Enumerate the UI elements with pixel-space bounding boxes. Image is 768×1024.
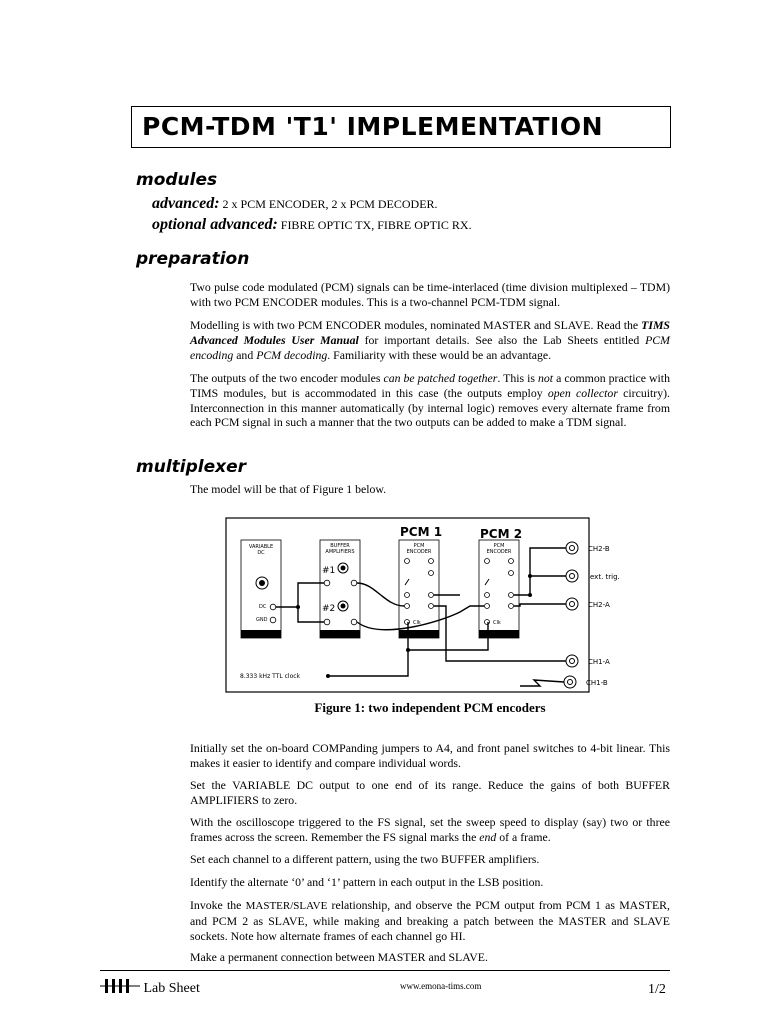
step-7: Make a permanent connection between MASTER and SLAVE. — [190, 950, 488, 964]
ch1b-label: CH1-B — [586, 679, 608, 687]
svg-text:GND: GND — [256, 617, 268, 623]
svg-text:AMPLIFIERS: AMPLIFIERS — [325, 549, 355, 555]
heading-multiplexer: multiplexer — [136, 457, 247, 477]
step-1: Initially set the on-board COMPanding jumpers to A4, and front panel switches to 4-bit linear. This makes it easier to identify and compare individual words. — [190, 741, 670, 770]
figure-caption: Figure 1: two independent PCM encoders — [314, 700, 546, 715]
patch-wires — [276, 548, 566, 686]
clock-label: 8.333 kHz TTL clock — [240, 673, 301, 680]
footer-left-text: Lab Sheet — [143, 981, 200, 996]
scope-sockets — [564, 542, 578, 688]
prep-paragraph-3: The outputs of the two encoder modules can be patched together. This is not a common practice with TIMS modules, but is accommodated in this case (the outputs employ open collector circuitry). Interconnection in this manner automatically (by internal logic) removes every alternate frame from each PCM signal in such a manner that the two outputs can be added to make a TDM signal. — [190, 371, 670, 430]
step-6: Invoke the MASTER/SLAVE relationship, and observe the PCM output from PCM 1 as MASTER, and PCM 2 as SLAVE, while making and breaking a patch between the MASTER and SLAVE sockets. Note how alternate frames of each channel go HI. — [190, 898, 670, 943]
svg-text:DC: DC — [259, 604, 267, 610]
optional-text: FIBRE OPTIC TX, FIBRE OPTIC RX. — [280, 218, 472, 232]
footer-rule — [100, 970, 670, 971]
ch2b-label: CH2-B — [588, 545, 610, 553]
pcm1-label: PCM 1 — [400, 525, 443, 539]
ch1a-label: CH1-A — [588, 658, 610, 666]
prep-paragraph-1: Two pulse code modulated (PCM) signals can be time-interlaced (time division multiplexed – TDM) with two PCM ENCODER modules. This is a two-channel PCM-TDM signal. — [190, 280, 670, 309]
pcm-encoder-2-module — [479, 540, 519, 638]
advanced-label: advanced: — [152, 195, 220, 212]
variable-dc-module — [241, 540, 281, 638]
svg-text:ENCODER: ENCODER — [406, 549, 432, 555]
svg-text:DC: DC — [257, 550, 265, 556]
ext-trig-label: ext. trig. — [590, 573, 620, 581]
heading-modules: modules — [136, 170, 218, 190]
optional-label: optional advanced: — [152, 216, 278, 233]
svg-text:#2: #2 — [322, 604, 336, 614]
svg-text:PCM: PCM — [413, 543, 425, 549]
footer-page-number: 1/2 — [648, 982, 666, 997]
svg-text:PCM: PCM — [493, 543, 505, 549]
footer-url[interactable]: www.emona-tims.com — [400, 981, 482, 991]
svg-text:Clk: Clk — [493, 620, 501, 626]
advanced-text: 2 x PCM ENCODER, 2 x PCM DECODER. — [222, 197, 438, 211]
step-5: Identify the alternate ‘0’ and ‘1’ pattern in each output in the LSB position. — [190, 875, 544, 889]
heading-preparation: preparation — [136, 249, 250, 269]
page-title: PCM-TDM 'T1' IMPLEMENTATION — [142, 112, 604, 141]
svg-text:VARIABLE: VARIABLE — [248, 544, 274, 550]
multiplexer-intro: The model will be that of Figure 1 below. — [190, 482, 387, 496]
tims-logo-icon — [100, 978, 140, 994]
svg-text:ENCODER: ENCODER — [486, 549, 512, 555]
svg-text:BUFFER: BUFFER — [330, 543, 350, 549]
step-4: Set each channel to a different pattern, using the two BUFFER amplifiers. — [190, 852, 540, 866]
pcm-encoder-1-module — [399, 540, 439, 638]
prep-paragraph-2: Modelling is with two PCM ENCODER modules, nominated MASTER and SLAVE. Read the TIMS Advanced Modules User Manual for important details. See also the Lab Sheets entitled PCM encoding and PCM decoding. Familiarity with these would be an advantage. — [190, 318, 670, 362]
ch2a-label: CH2-A — [588, 601, 610, 609]
pcm2-label: PCM 2 — [480, 527, 523, 541]
buffer-amplifiers-module — [320, 540, 360, 638]
step-2: Set the VARIABLE DC output to one end of its range. Reduce the gains of both BUFFER AMPLIFIERS to zero. — [190, 778, 670, 807]
footer-lab-sheet — [100, 978, 200, 997]
svg-text:#1: #1 — [322, 566, 336, 576]
svg-text:Clk: Clk — [413, 620, 421, 626]
step-3: With the oscilloscope triggered to the FS signal, set the sweep speed to display (say) two or three frames across the screen. Remember the FS signal marks the end of a frame. — [190, 815, 670, 844]
